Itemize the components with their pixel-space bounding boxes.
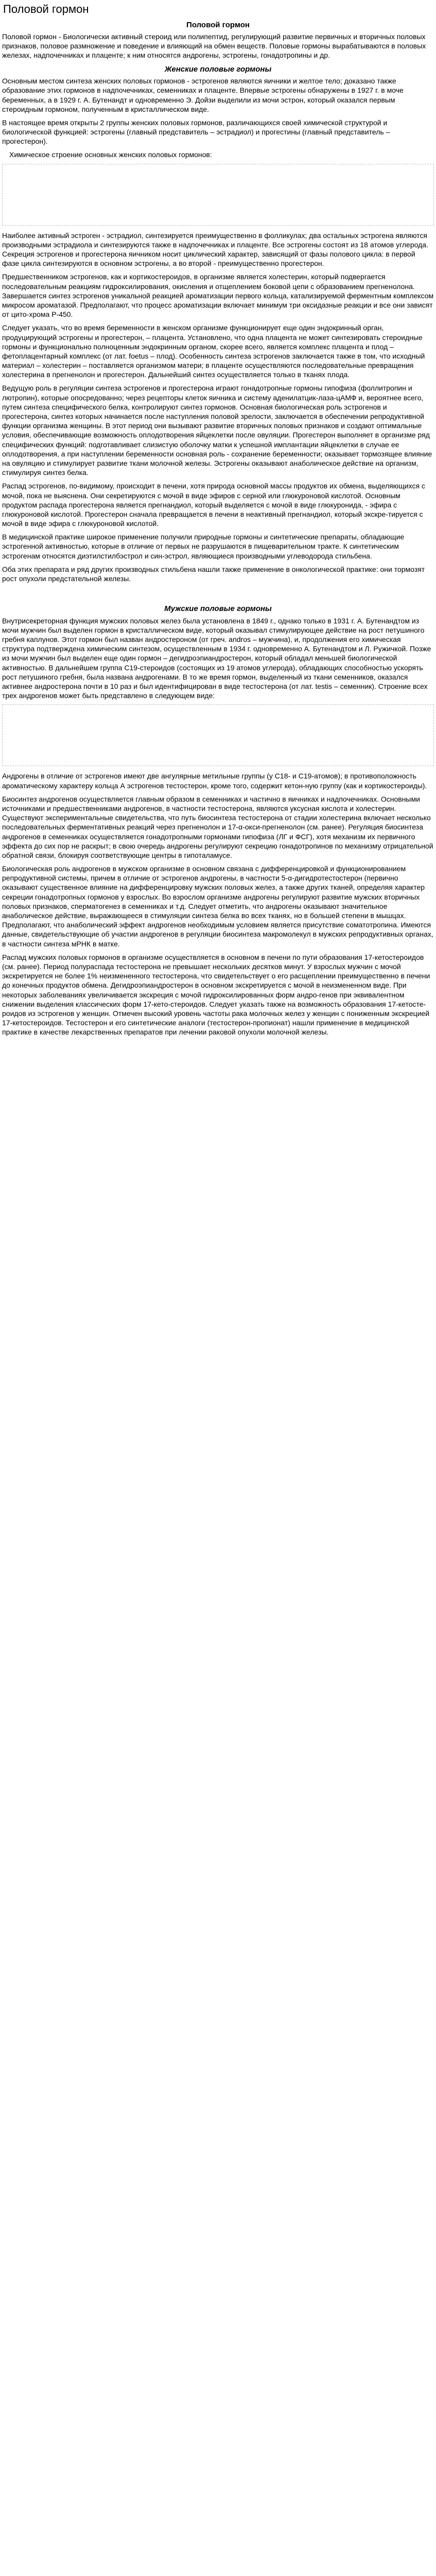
paragraph: Биологическая роль андрогенов в мужском организме в основном связана с дифференцировкой и функционированием репродуктивной системы, причем в отличие от эстрогенов андрогены, в частности 5-α-дигидротестостерон (первично оказывают существенное влияние на дифференцировку мужских половых желез, а также других тканей, определяя характер секреции гонадотропных гормонов у взрослых. Во взрослом организме андрогены регулируют развитие мужских вторичных половых признаков, сперматогенез в семенниках и т.д. Следует отметить, что андрогены оказывают значительное анаболическое действие, выражающееся в стимуляции синтеза белка во всех тканях, но в большей степени в мышцах. Предполагают, что анаболический эффект андрогенов необходимым условием является присутствие соматотропина. Имеются данные, свидетельствующие об участии андрогенов в регуляции биосинтеза макромолекул в мужских репродуктивных органах, в частности синтеза мРНК в матке. — [2, 865, 433, 948]
paragraph: Химическое строение основных женских половых гормонов: — [9, 150, 212, 159]
paragraph: Половой гормон - Биологически активный стероид или полипептид, регулирующий развитие первичных и вторичных половых признаков, половое размножение и поведение и влияющий на обмен веществ. Половые гормоны вырабатываются в половых железах, надпочечниках и плаценте; к ним относятся андрогены, эстрогены, гонадотропины и др. — [2, 32, 426, 60]
section-heading: Женские половые гормоны — [164, 64, 272, 74]
paragraph: Биосинтез андрогенов осуществляется главным образом в семенниках и частично в яичниках и надпочечниках. Основными источниками и предшественниками андрогенов, в частности тестостерона, являются уксусная кислота и холестерин. Существуют экспериментальные свидетельства, что путь биосинтеза тестостерона от стадии холестерина включает несколько последовательных ферментативных реакций через прегненолон и 17-α-окси-прегненолон (см. ранее). Регуляция биосинтеза андрогенов в семенниках осуществляется гонадотропными гормонами гипофиза (ЛГ и ФСГ), хотя механизм их первичного эффекта до сих пор не раскрыт; в свою очередь андрогены регулируют секрецию гонадотропинов по механизму отрицательной обратной связи, блокируя соответствующие центры в гипоталамусе. — [2, 794, 433, 859]
paragraph: Распад эстрогенов, по-видимому, происходит в печени, хотя природа основной массы продуктов их обмена, выделяющихся с мочой, пока не выяснена. Они секретируются с мочой в виде эфиров с серной или глюкуроновой кислотой. Основным продуктом распада прогестерона является прегнандиол, который выделяется с мочой в виде глюкуронида, - эфира с глюкуроновой кислотой. Прогестерон сначала превращается в печени в неактивный прегнандиол, который экскре-тируется с мочой в виде эфира с глюкуроновой кислотой. — [2, 482, 425, 528]
paragraph: Следует указать, что во время беременности в женском организме функционирует еще один эндокринный орган, продуцирующий эстрогены и прогестерон, – плацента. Установлено, что одна плацента не может синтезировать стероидные гормоны и функционально полноценным эндокринным органом, скорее всего, является комплекс плацента и плод – фетоплацентарный комплекс (от лат. foetus – плод). Особенность синтеза эстрогенов заключается также в том, что исходный материал – холестерин – поставляется организмом матери; в плаценте осуществляются последовательные превращения холестерина в прегненолон и прогестерон. Дальнейший синтез осуществляется только в тканях плода. — [2, 324, 425, 379]
section-female-hormones — [2, 64, 434, 584]
paragraph: Основным местом синтеза женских половых гормонов - эстрогенов являются яичники и желтое тело; доказано также образование этих гормонов в надпочечниках, семенниках и плаценте. Впервые эстрогены обнаружены в 1927 г. в моче беременных, а в 1929 г. А. Бутенандт и одновременно Э. Дойзи выделили из мочи эстрон, который оказался первым стероидным гормоном, полученным в кристаллическом виде. — [2, 77, 404, 113]
spacer — [2, 1041, 434, 1061]
paragraph: Внутрисекреторная функция мужских половых желез была установлена в 1849 г., однако только в 1931 г. А. Бутенандтом из мочи мужчин был выделен гормон в кристаллическом виде, который оказывал стимулирующее действие на рост петушиного гребня каплунов. Этот гормон был назван андростероном (от греч. andros – мужчина), и, продолжения его химическая структура подтверждена химическим синтезом, осуществленным в 1934 г. одновременно А. Бутенандтом и Л. Ружичкой. Позже из мочи мужчин был выделен еще один гормон – дегидроэпиандростерон, который обладал меньшей биологической активностью. В дальнейшем группа С19-стероидов (состоящих из 19 атомов углерода), обладающих способностью ускорять рост петушиного гребня, была названа андрогенами. В то же время гормон, выделенный из ткани семенников, оказался активнее андростерона почти в 10 раз и был идентифицирован в виде тестостерона (от лат. testis – семенник). Строение всех трех андрогенов может быть представлено в следующем виде: — [2, 616, 431, 700]
chemical-structure-diagram — [2, 704, 434, 766]
chemical-structure-diagram — [2, 164, 434, 226]
paragraph: Распад мужских половых гормонов в организме осуществляется в основном в печени по пути образования 17-кетостероидов (см. ранее). Период полураспада тестостерона не превышает нескольких десятков минут. У взрослых мужчин с мочой экскретируется не более 1% неизмененного тестостерона, что свидетельствует о его расщеплении преимущественно в печени до конечных продуктов обмена. Дегидроэпиандростерон в основном экскретируется с мочой в неизмененном виде. При некоторых заболеваниях увеличивается экскреция с мочой гидроксилированных форм андро-генов при эквивалентном снижении выделения классических форм 17-кето-стероидов. Следует указать также на возможность образования 17-кетосте-роидов из эстрогенов у женщин. Отмечен высокий уровень частоты рака молочных желез у женщин с пониженным экскрецией 17-кетостероидов. Тестостерон и его синтетические аналоги (тестостерон-пропионат) нашли применение в медицинской практике в качестве лекарственных препаратов при лечении раковой опухоли молочной железы. — [2, 953, 430, 1037]
section-heading: Мужские половые гормоны — [164, 604, 272, 614]
paragraph: Андрогены в отличие от эстрогенов имеют две ангулярные метильные группы (у С18- и С19-атомов); в противоположность ароматическому характеру кольца А эстрогенов тестостерон, кроме того, содержит кетон-ную группу (как и кортикостероиды). — [2, 772, 427, 790]
paragraph: Наиболее активный эстроген - эстрадиол, синтезируется преимущественно в фолликулах; два остальных эстрогена являются производными эстрадиола и синтезируются также в надпочечниках и плаценте. Все эстрогены состоят из 18 атомов углерода. Секреция эстрогенов и прогестерона яичником носит циклический характер, зависящий от фазы полового цикла: в первой фазе цикла синтезируются в основном эстрогены, а во второй - преимущественно прогестерон. — [2, 231, 428, 268]
document-page — [0, 2, 436, 1061]
paragraph: Ведущую роль в регуляции синтеза эстрогенов и прогестерона играют гонадотропные гормоны гипофиза (фоллитропин и лютропин), которые опосредованно; через рецепторы клеток яичника и систему аденилатцик-лаза-цАМФ и, вероятнее всего, путем синтеза специфического белка, контролируют синтез гормонов. Основная биологическая роль эстрогенов и прогестерона, синтез которых начинается после наступления половой зрелости, заключается в обеспечении репродуктивной функции организма женщины. В этот период они вызывают развитие вторичных половых признаков и создают оптимальные условия, обеспечивающие возможность оплодотворения яйцеклетки после овуляции. Прогестерон выполняет в организме ряд специфических функций: подготавливает слизистую оболочку матки к успешной имплантации яйцеклетки в случае ее оплодотворения, а при наступлении беременности основная роль - сохранение беременности; оказывает тормозящее влияние на овуляцию и стимулирует развитие ткани молочной железы. Эстрогены оказывают анаболическое действие на организм, стимулируя синтез белка. — [2, 384, 432, 477]
page-title: Половой гормон — [3, 3, 89, 15]
section-sex-hormone — [2, 20, 434, 60]
paragraph: Оба этих препарата и ряд других производных стильбена нашли также применение в онкологической практике: они тормозят рост опухоли предстательной железы. — [2, 565, 425, 583]
paragraph: Предшественником эстрогенов, как и кортикостероидов, в организме является холестерин, который подвергается последовательным реакциям гидроксилирования, окисления и отщеплением боковой цепи с образованием прегненолона. Завершается синтез эстрогенов уникальной реакцией ароматизации первого кольца, катализируемой ферментным комплексом микросом ароматазой. Предполагают, что процесс ароматизации включает минимум три оксидазные реакции и все они зависят от цито-хрома P-450. — [2, 273, 434, 319]
section-heading: Половой гормон — [186, 20, 250, 29]
paragraph: В медицинской практике широкое применение получили природные гормоны и синтетические препараты, обладающие эстрогенной активностью, которые в отличие от первых не разрушаются в пищеварительном тракте. К синтетическим эстрогенам относятся диэтилстилбэстрол и син-эстрол, являющиеся производными углеводорода стильбена. — [2, 533, 405, 560]
paragraph: В настоящее время открыты 2 группы женских половых гормонов, различающихся своей химической структурой и биологической функцией: эстрогены (главный представитель – эстрадиол) и прогестины (главный представитель – прогестерон). — [2, 118, 390, 146]
section-male-hormones — [2, 604, 434, 1037]
spacer — [2, 587, 434, 601]
